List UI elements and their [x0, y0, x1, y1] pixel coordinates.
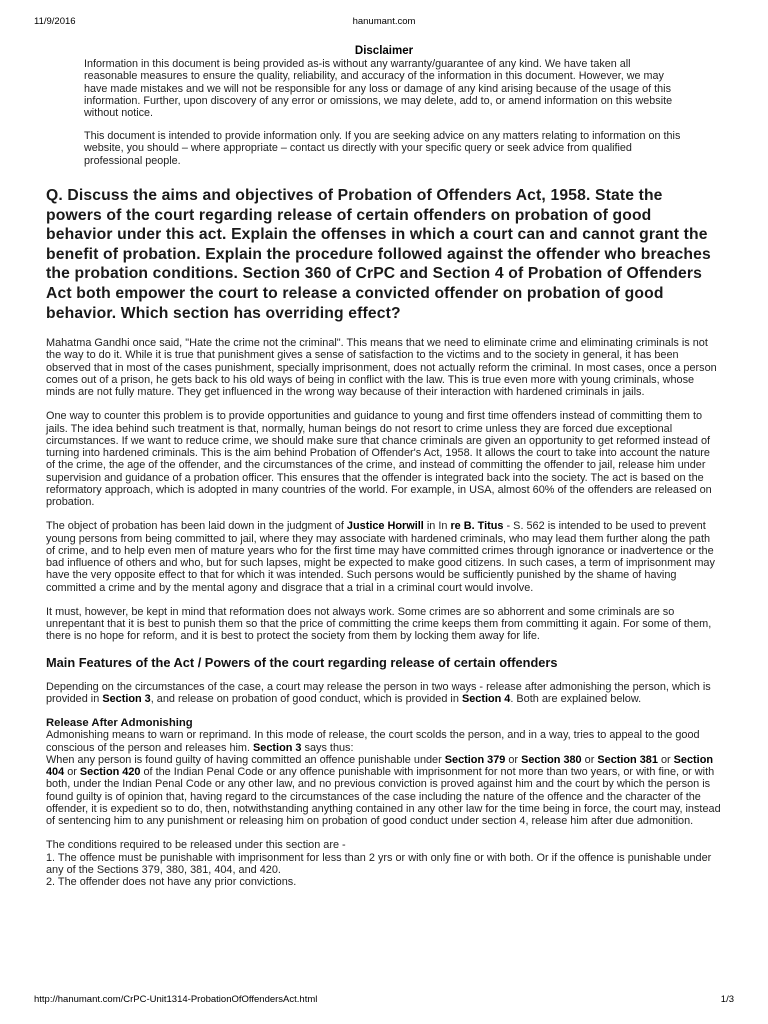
disclaimer-section — [84, 45, 684, 177]
disclaimer-title: Disclaimer — [354, 45, 414, 57]
text-span: or — [64, 766, 80, 779]
text-span: or — [505, 753, 522, 766]
text-span: When any person is found guilty of having committed an offence punishable under — [46, 753, 445, 766]
section-ref: Section 380 — [521, 753, 582, 766]
conditions-intro: The conditions required to be released under this section are - — [46, 839, 346, 852]
paragraph-object-of-probation — [46, 520, 722, 594]
text-span: , and release on probation of good conduct, which is provided in — [150, 692, 462, 705]
text-span: The object of probation has been laid down in the judgment of — [46, 520, 347, 533]
text-span: Admonishing means to warn or reprimand. In this mode of release, the court scolds the person, and in a way, tries to appeal to the good conscious of the person and releases him. — [46, 729, 700, 754]
paragraph-gandhi: Mahatma Gandhi once said, "Hate the crime not the criminal". This means that we need to eliminate crime and eliminating criminals is not the way to do it. While it is true that punishment gives a sense of satisfaction to the victims and to the society in general, it has been observed that in most of the cases punishment, specially imprisonment, does not actually reform the criminal. In most cases, once a person comes out of a prison, he gets back to his old ways of being in conflict with the law. This is true even more with young criminals, whose minds are not fully mature. They get influenced in the wrong way because of their interaction with hardened criminals in jails. — [46, 337, 717, 398]
section-ref: Section 3 — [102, 692, 151, 705]
text-span: or — [657, 753, 674, 766]
text-span: of the Indian Penal Code or any offence punishable with imprisonment for not more than two years, or with fine, or with both, under the Indian Penal Code or any other law, and no previous conviction is proved against him and the court by which the person is found guilty is of opinion that, having regard to the circumstances of the case including the nature of the offence and the character of the offender, it is expedient so to do, then, notwithstanding anything contained in any other law for the time being in force, the court may, instead of sentencing him to any punishment or releasing him on probation of good conduct under section 4, release him after due admonition. — [46, 766, 721, 828]
paragraph-reformation: It must, however, be kept in mind that reformation does not always work. Some crimes are so abhorrent and some criminals are so unrepentant that it is best to punish them so that the price of committing the crime keeps them from committing it again. For some of them, there is no hope for reform, and it is best to protect the society from them by locking them away for life. — [46, 605, 712, 643]
text-span: . Both are explained below. — [510, 692, 642, 705]
print-footer — [0, 994, 768, 1008]
section-ref: Section 379 — [444, 753, 506, 766]
text-span: - S. 562 is intended to be used to prevent young persons from being committed to jail, where they may associate with hardened criminals, who may lead them further along the path of crime, and to help even men of mature years who for the first time may have committed crimes through ignorance or inadvertence or the bad influence of others and who, but for such lapses, might be expected to make good citizens. In such cases, a term of imprisonment may have the very opposite effect to that for which it was intended. Such persons would be sufficiently punished by the shame of having committed a crime and by the mental agony and disgrace that a trial in a criminal court would involve. — [46, 520, 715, 594]
print-date: 11/9/2016 — [34, 16, 76, 27]
text-span: in In — [423, 520, 451, 533]
question-heading: Q. Discuss the aims and objectives of Probation of Offenders Act, 1958. State the powers of the court regarding release of certain offenders on probation of good behavior under this act. Explain the offenses in which a court can and cannot grant the benefit of probation. Explain the procedure followed against the offender who breaches the probation conditions. Section 360 of CrPC and Section 4 of Probation of Offenders Act both empower the court to release a convicted offender on probation of good behavior. Which section has overriding effect? — [46, 187, 711, 322]
disclaimer-paragraph-1: Information in this document is being provided as-is without any warranty/guarantee of any kind. We have taken all reasonable measures to ensure the quality, reliability, and accuracy of the information in this document. However, we may have made mistakes and we will not be responsible for any loss or damage of any kind arising because of the usage of this information. Further, upon discovery of any error or omissions, we may delete, add to, or amend information on this website without notice. — [84, 58, 673, 120]
paragraph-counter-problem: One way to counter this problem is to provide opportunities and guidance to young and first time offenders instead of committing them to jails. The idea behind such treatment is that, normally, human beings do not resort to crime unless they are forced due exceptional circumstances. If we want to reduce crime, we should make sure that chance criminals are given an opportunity to get reformed instead of turning into hardened criminals. This is the aim behind Probation of Offender's Act, 1958. It allows the court to take into account the nature of the crime, the age of the offender, and the circumstances of the crime, and instead of committing the offender to jail, release him under supervision and guidance of a probation officer. This ensures that the offender is integrated back into the society. The act is based on the reformatory approach, which is adopted in many countries of the world. For example, in USA, almost 60% of the offenders are released on probation. — [46, 410, 712, 508]
text-span: Depending on the circumstances of the case, a court may release the person in two ways - release after admonishing the person, which is provided in — [46, 680, 711, 705]
article-body — [46, 337, 722, 888]
condition-item-2: 2. The offender does not have any prior convictions. — [46, 876, 297, 889]
case-judge-name: Justice Horwill — [346, 520, 424, 533]
print-site-name: hanumant.com — [352, 16, 416, 27]
section-ref: Section 404 — [46, 753, 714, 779]
print-header — [0, 16, 768, 30]
admonish-heading: Release After Admonishing — [46, 717, 193, 729]
page-number: 1/3 — [720, 994, 734, 1005]
section-ref: Section 420 — [79, 766, 141, 779]
section-ref: Section 3 — [253, 741, 302, 754]
condition-item-1: 1. The offence must be punishable with imprisonment for less than 2 yrs or with only fine or with both. Or if the offence is punishable under any of the Sections 379, 380, 381, 404, and 420. — [46, 851, 712, 876]
admonish-definition — [46, 729, 722, 754]
text-span: says thus: — [301, 741, 354, 754]
disclaimer-paragraph-2: This document is intended to provide information only. If you are seeking advice on any matters relating to information on this website, you should – where appropriate – contact us directly with your specific query or seek advice from qualified professional people. — [84, 129, 681, 167]
case-name: re B. Titus — [450, 520, 504, 533]
text-span: or — [581, 753, 598, 766]
section-ref: Section 381 — [597, 753, 658, 766]
section-ref: Section 4 — [461, 692, 511, 705]
features-intro — [46, 681, 722, 706]
section-3-quote — [46, 754, 722, 828]
features-heading: Main Features of the Act / Powers of the court regarding release of certain offenders — [46, 654, 558, 670]
print-url: http://hanumant.com/CrPC-Unit1314-ProbationOfOffendersAct.html — [34, 994, 318, 1005]
